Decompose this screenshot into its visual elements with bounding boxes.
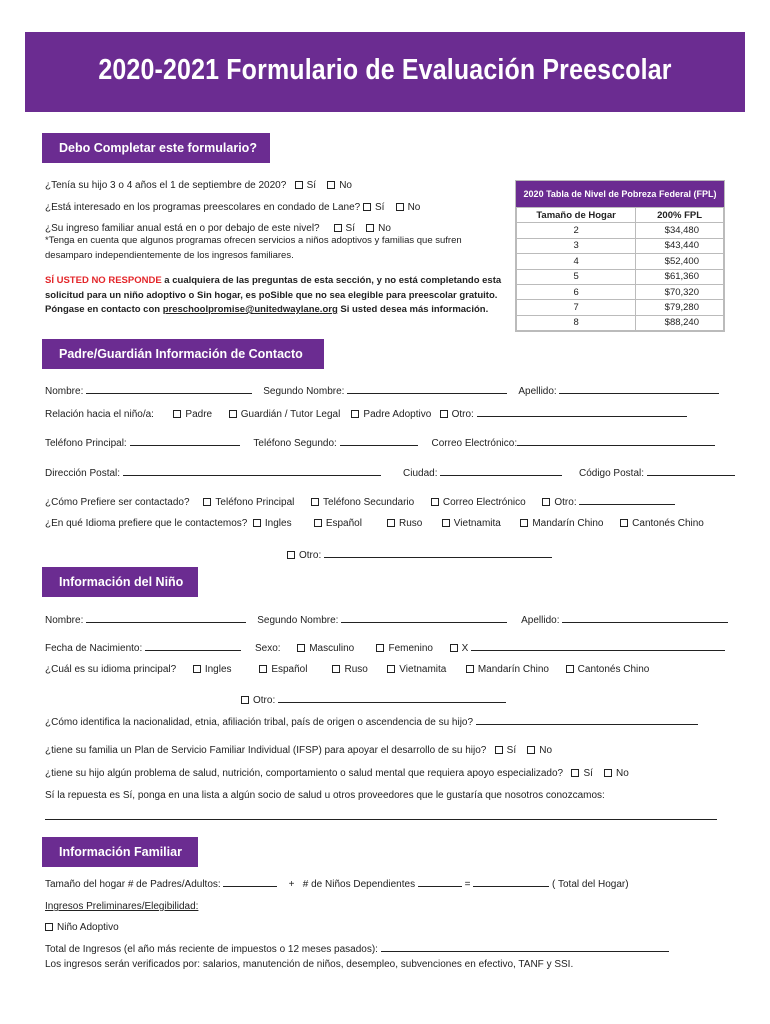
sex-x-label: X — [461, 643, 469, 654]
parent-lang-russian-checkbox[interactable] — [387, 519, 395, 527]
relation-adoptive-checkbox[interactable] — [351, 410, 359, 418]
sex-female-checkbox[interactable] — [376, 644, 384, 652]
table-row — [517, 254, 724, 269]
child-lang-cantonese-label: Cantonés Chino — [577, 664, 650, 675]
fpl-size: 4 — [517, 254, 636, 269]
contact-email-label: Correo Electrónico — [442, 497, 526, 508]
child-last-name-label: Apellido: — [521, 615, 560, 626]
children-field[interactable] — [418, 878, 462, 887]
parent-lang-spanish-checkbox[interactable] — [314, 519, 322, 527]
note-line-1: *Tenga en cuenta que algunos programas ofrecen servicios a niños adoptivos y familias que sufren — [45, 235, 462, 246]
relation-other-label: Otro: — [451, 409, 474, 420]
fpl-amount: $79,280 — [636, 300, 724, 315]
fpl-col-amount: 200% FPL — [636, 208, 724, 223]
birthdate-field[interactable] — [145, 642, 241, 651]
child-first-name-field[interactable] — [86, 614, 246, 623]
parent-lang-mandarin-checkbox[interactable] — [520, 519, 528, 527]
child-middle-name-field[interactable] — [341, 614, 507, 623]
warning-text-3b: Si usted desea más información. — [337, 304, 489, 315]
income-no-checkbox[interactable] — [366, 224, 374, 232]
fpl-size: 7 — [517, 300, 636, 315]
table-row — [517, 223, 724, 238]
warning-line-1 — [45, 275, 501, 286]
fpl-table — [515, 180, 725, 332]
income-no-label: No — [378, 223, 391, 234]
parent-lang-spanish-label: Español — [325, 518, 362, 529]
income-yes-checkbox[interactable] — [334, 224, 342, 232]
adults-label: Tamaño del hogar # de Padres/Adultos: — [45, 879, 221, 890]
contact-pref-row — [45, 496, 675, 508]
income-verification-text: Los ingresos serán verificados por: salarios, manutención de niños, desempleo, subvenciones en efectivo, TANF y SSI. — [45, 959, 574, 970]
relation-guardian-checkbox[interactable] — [229, 410, 237, 418]
title-banner — [25, 32, 745, 112]
parent-lang-russian-label: Ruso — [398, 518, 423, 529]
fpl-size: 5 — [517, 269, 636, 284]
fpl-amount: $61,360 — [636, 269, 724, 284]
zip-field[interactable] — [647, 467, 735, 476]
table-row — [517, 284, 724, 299]
sex-male-label: Masculino — [309, 643, 355, 654]
zip-label: Código Postal: — [578, 468, 645, 479]
parent-lang-cantonese-checkbox[interactable] — [620, 519, 628, 527]
parent-lang-other-field[interactable] — [324, 549, 552, 558]
parent-middle-name-label: Segundo Nombre: — [263, 386, 345, 397]
relation-label: Relación hacia el niño/a: — [45, 409, 154, 420]
foster-child-checkbox[interactable] — [45, 923, 53, 931]
child-first-name-label: Nombre: — [45, 615, 84, 626]
relation-padre-label: Padre — [185, 409, 213, 420]
section-header-family: Información Familiar — [42, 837, 198, 867]
address-field[interactable] — [123, 467, 381, 476]
sex-x-checkbox[interactable] — [450, 644, 458, 652]
fpl-size: 6 — [517, 284, 636, 299]
health-list-label: Sí la repuesta es Sí, ponga en una lista a algún socio de salud u otros proveedores que le gustaría que nosotros conozcamos: — [45, 790, 605, 801]
email-field[interactable] — [517, 437, 715, 446]
warning-text-1: a cualquiera de las preguntas de esta sección, y no está completando esta — [161, 275, 502, 286]
interest-yes-checkbox[interactable] — [363, 203, 371, 211]
secondary-phone-field[interactable] — [340, 437, 418, 446]
child-name-row — [45, 614, 728, 626]
ifsp-yes-label: Sí — [506, 745, 517, 756]
contact-secondary-phone-label: Teléfono Secundario — [323, 497, 415, 508]
nationality-row — [45, 716, 698, 728]
plus-sign: + — [288, 879, 295, 890]
age-no-checkbox[interactable] — [327, 181, 335, 189]
child-lang-other-label: Otro: — [253, 695, 276, 706]
section-header-child: Información del Niño — [42, 567, 198, 597]
table-row — [517, 238, 724, 253]
parent-lang-english-label: Ingles — [264, 518, 292, 529]
child-language-question: ¿Cuál es su idioma principal? — [45, 664, 177, 675]
parent-lang-vietnamese-checkbox[interactable] — [442, 519, 450, 527]
age-yes-label: Sí — [306, 180, 317, 191]
ifsp-question: ¿tiene su familia un Plan de Servicio Familiar Individual (IFSP) para apoyar el desarrollo de su hijo? — [45, 745, 487, 756]
child-last-name-field[interactable] — [562, 614, 728, 623]
equals-sign: = — [464, 879, 471, 890]
interest-no-label: No — [407, 202, 421, 213]
relation-other-checkbox[interactable] — [440, 410, 448, 418]
parent-name-row — [45, 385, 719, 397]
child-lang-vietnamese-label: Vietnamita — [399, 664, 447, 675]
child-language-other-row — [241, 694, 506, 706]
child-lang-russian-checkbox[interactable] — [332, 665, 340, 673]
health-question: ¿tiene su hijo algún problema de salud, nutrición, comportamiento o salud mental que requiera apoyo especializado? — [45, 768, 564, 779]
section-header-parent: Padre/Guardián Información de Contacto — [42, 339, 324, 369]
fpl-col-size: Tamaño de Hogar — [517, 208, 636, 223]
parent-language-row — [45, 518, 704, 529]
parent-language-other-row — [287, 549, 552, 561]
parent-first-name-field[interactable] — [86, 385, 252, 394]
child-lang-vietnamese-checkbox[interactable] — [387, 665, 395, 673]
relation-adoptive-label: Padre Adoptivo — [363, 409, 432, 420]
table-row — [517, 315, 724, 330]
children-label: # de Niños Dependientes — [302, 879, 416, 890]
section-header-eligibility: Debo Completar este formulario? — [42, 133, 270, 163]
health-row — [45, 768, 629, 779]
relation-other-field[interactable] — [477, 408, 687, 417]
fpl-size: 8 — [517, 315, 636, 330]
contact-email-checkbox[interactable] — [431, 498, 439, 506]
household-total-field[interactable] — [473, 878, 549, 887]
relation-guardian-label: Guardián / Tutor Legal — [240, 409, 341, 420]
page-title: 2020-2021 Formulario de Evaluación Preescolar — [98, 54, 672, 86]
health-yes-checkbox[interactable] — [571, 769, 579, 777]
parent-lang-vietnamese-label: Vietnamita — [453, 518, 501, 529]
child-middle-name-label: Segundo Nombre: — [257, 615, 339, 626]
question-age — [45, 180, 352, 191]
table-row — [517, 269, 724, 284]
parent-lang-other-label: Otro: — [299, 550, 322, 561]
child-lang-mandarin-label: Mandarín Chino — [477, 664, 549, 675]
ifsp-no-checkbox[interactable] — [527, 746, 535, 754]
question-interest — [45, 202, 420, 213]
city-field[interactable] — [440, 467, 562, 476]
question-income-text: ¿Su ingreso familiar anual está en o por debajo de este nivel? — [45, 223, 320, 234]
interest-yes-label: Sí — [374, 202, 385, 213]
foster-child-row — [45, 922, 119, 933]
adults-field[interactable] — [223, 878, 277, 887]
child-lang-cantonese-checkbox[interactable] — [566, 665, 574, 673]
parent-phone-row — [45, 437, 715, 449]
note-line-2: desamparo independientemente de los ingresos familiares. — [45, 250, 294, 261]
nationality-field[interactable] — [476, 716, 698, 725]
parent-lang-cantonese-label: Cantonés Chino — [632, 518, 704, 529]
child-birth-sex-row — [45, 642, 725, 654]
city-label: Ciudad: — [403, 468, 438, 479]
parent-relation-row — [45, 408, 687, 420]
sex-label: Sexo: — [254, 643, 281, 654]
health-no-label: No — [616, 768, 629, 779]
fpl-size: 2 — [517, 223, 636, 238]
parent-language-question: ¿En qué Idioma prefiere que le contactemos? — [45, 518, 248, 529]
sex-female-label: Femenino — [388, 643, 433, 654]
birthdate-label: Fecha de Nacimiento: — [45, 643, 143, 654]
age-yes-checkbox[interactable] — [295, 181, 303, 189]
child-lang-other-field[interactable] — [278, 694, 506, 703]
foster-child-label: Niño Adoptivo — [57, 922, 119, 933]
child-lang-spanish-checkbox[interactable] — [259, 665, 267, 673]
age-no-label: No — [339, 180, 352, 191]
child-lang-other-checkbox[interactable] — [241, 696, 249, 704]
warning-red-text: SÍ USTED NO RESPONDE — [45, 275, 162, 286]
parent-last-name-label: Apellido: — [518, 386, 557, 397]
question-age-text: ¿Tenía su hijo 3 o 4 años el 1 de septiembre de 2020? — [45, 180, 287, 191]
total-income-label: Total de Ingresos (el año más reciente de impuestos o 12 meses pasados): — [45, 944, 378, 955]
total-income-row — [45, 943, 669, 955]
child-lang-english-checkbox[interactable] — [193, 665, 201, 673]
parent-middle-name-field[interactable] — [347, 385, 507, 394]
nationality-question: ¿Cómo identifica la nacionalidad, etnia, afiliación tribal, país de origen o ascendencia de su hijo? — [45, 717, 474, 728]
relation-padre-checkbox[interactable] — [173, 410, 181, 418]
total-income-field[interactable] — [381, 943, 669, 952]
contact-other-checkbox[interactable] — [542, 498, 550, 506]
fpl-amount: $34,480 — [636, 223, 724, 238]
fpl-amount: $88,240 — [636, 315, 724, 330]
health-yes-label: Sí — [583, 768, 593, 779]
email-label: Correo Electrónico: — [431, 438, 518, 449]
contact-other-label: Otro: — [554, 497, 577, 508]
contact-email-link[interactable]: preschoolpromise@unitedwaylane.org — [162, 304, 338, 315]
contact-pref-question: ¿Cómo Prefiere ser contactado? — [45, 497, 190, 508]
fpl-amount: $52,400 — [636, 254, 724, 269]
household-size-row — [45, 878, 629, 890]
health-list-field[interactable] — [45, 811, 717, 820]
contact-other-field[interactable] — [579, 496, 675, 505]
fpl-header-row — [517, 208, 724, 223]
ifsp-no-label: No — [539, 745, 553, 756]
contact-primary-phone-label: Teléfono Principal — [215, 497, 295, 508]
ifsp-row — [45, 745, 552, 756]
parent-last-name-field[interactable] — [559, 385, 719, 394]
warning-line-3 — [45, 304, 488, 315]
child-lang-mandarin-checkbox[interactable] — [466, 665, 474, 673]
contact-primary-phone-checkbox[interactable] — [203, 498, 211, 506]
ifsp-yes-checkbox[interactable] — [495, 746, 503, 754]
parent-lang-mandarin-label: Mandarín Chino — [532, 518, 604, 529]
question-interest-text: ¿Está interesado en los programas preescolares en condado de Lane? — [45, 202, 361, 213]
sex-x-field[interactable] — [471, 642, 725, 651]
question-income — [45, 223, 391, 234]
interest-no-checkbox[interactable] — [396, 203, 404, 211]
parent-lang-english-checkbox[interactable] — [253, 519, 261, 527]
parent-first-name-label: Nombre: — [45, 386, 84, 397]
fpl-table-title: 2020 Tabla de Nivel de Pobreza Federal (FPL) — [516, 181, 724, 207]
secondary-phone-label: Teléfono Segundo: — [253, 438, 337, 449]
child-language-row — [45, 664, 649, 675]
fpl-amount: $70,320 — [636, 284, 724, 299]
child-lang-spanish-label: Español — [271, 664, 308, 675]
income-eligibility-heading: Ingresos Preliminares/Elegibilidad: — [45, 901, 199, 912]
warning-line-2: solicitud para un niño adoptivo o Sin hogar, es poSible que no sea elegible para preescolar gratuito. — [45, 290, 498, 301]
household-total-label: ( Total del Hogar) — [552, 879, 629, 890]
primary-phone-label: Teléfono Principal: — [45, 438, 127, 449]
table-row — [517, 300, 724, 315]
sex-male-checkbox[interactable] — [297, 644, 305, 652]
health-no-checkbox[interactable] — [604, 769, 612, 777]
income-yes-label: Sí — [345, 223, 355, 234]
parent-lang-other-checkbox[interactable] — [287, 551, 295, 559]
parent-address-row — [45, 467, 735, 479]
child-lang-english-label: Ingles — [204, 664, 232, 675]
fpl-size: 3 — [517, 238, 636, 253]
contact-secondary-phone-checkbox[interactable] — [311, 498, 319, 506]
primary-phone-field[interactable] — [130, 437, 240, 446]
warning-text-3a: Póngase en contacto con — [45, 304, 163, 315]
address-label: Dirección Postal: — [45, 468, 121, 479]
child-lang-russian-label: Ruso — [344, 664, 368, 675]
fpl-amount: $43,440 — [636, 238, 724, 253]
